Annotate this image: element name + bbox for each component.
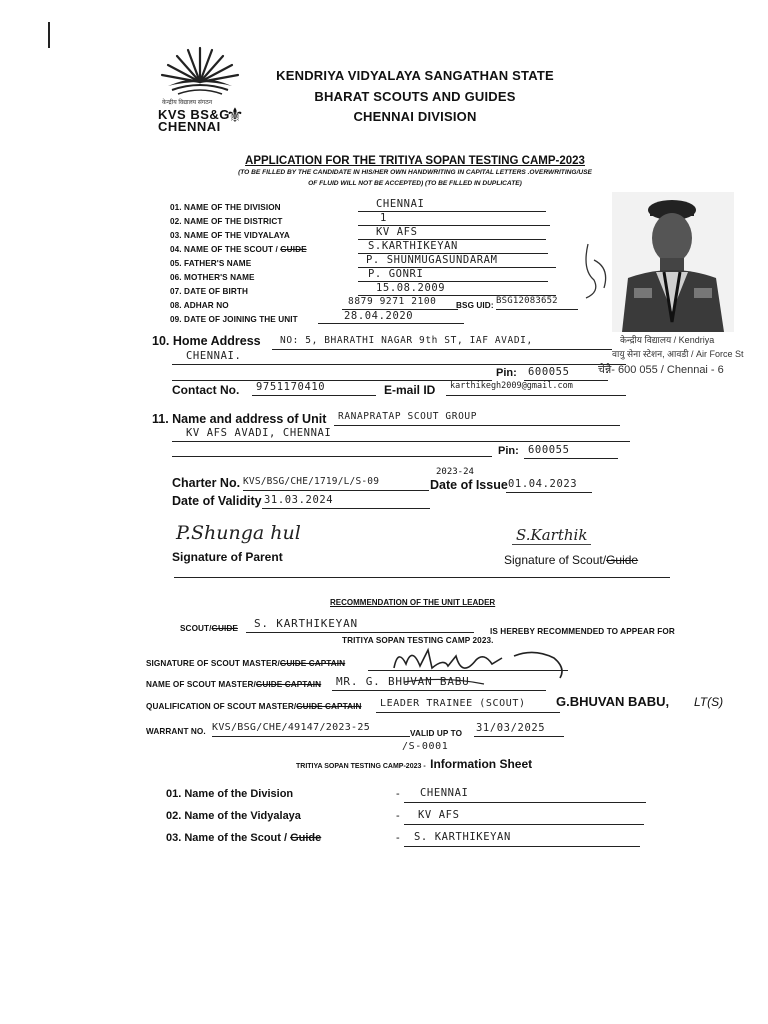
dob-value: 15.08.2009 bbox=[358, 282, 556, 296]
scout-signature: S.Karthik bbox=[512, 526, 591, 545]
unit-pin-value: 600055 bbox=[524, 444, 618, 459]
bsg-uid-value: BSG12083652 bbox=[496, 296, 578, 310]
info-sheet-title-big: Information Sheet bbox=[430, 757, 533, 771]
vidyalaya-label: 03. NAME OF THE VIDYALAYA bbox=[170, 231, 290, 240]
home-pin-label: Pin: bbox=[496, 367, 517, 379]
logo-text-1: KVS BS&G bbox=[158, 107, 230, 122]
division-label: 01. NAME OF THE DIVISION bbox=[170, 203, 281, 212]
rec-valid-label: VALID UP TO bbox=[410, 729, 463, 738]
recommendation-title: RECOMMENDATION OF THE UNIT LEADER bbox=[330, 598, 496, 607]
info-sheet-title-small: TRITIYA SOPAN TESTING CAMP-2023 - bbox=[296, 763, 426, 770]
joining-value: 28.04.2020 bbox=[318, 310, 464, 324]
school-stamp-line-1: केन्द्रीय विद्यालय / Kendriya bbox=[620, 335, 715, 345]
scout-signature-label-strike: Guide bbox=[606, 553, 639, 567]
info-sheet-title bbox=[296, 755, 532, 773]
unit-pin-label: Pin: bbox=[498, 445, 519, 457]
email-label: E-mail ID bbox=[384, 383, 436, 397]
adhar-value: 8879 9271 2100 bbox=[342, 296, 458, 310]
info-division-value: CHENNAI bbox=[404, 787, 646, 803]
margin-mark bbox=[48, 22, 50, 48]
rec-qual-label-strike: GUIDE CAPTAIN bbox=[296, 702, 362, 711]
unit-line-1: RANAPRATAP SCOUT GROUP bbox=[334, 411, 620, 426]
father-value: P. SHUNMUGASUNDARAM bbox=[358, 254, 556, 268]
info-division-label: 01. Name of the Division bbox=[166, 788, 294, 800]
info-scout-value: S. KARTHIKEYAN bbox=[404, 831, 640, 847]
issue-value: 01.04.2023 bbox=[506, 478, 592, 493]
rec-warrant-extra: /S-0001 bbox=[402, 741, 449, 752]
validity-value: 31.03.2024 bbox=[262, 494, 430, 509]
logo-hindi: केन्द्रीय विद्यालय संगठन bbox=[162, 100, 213, 106]
scout-label-text: 04. NAME OF THE SCOUT / bbox=[170, 245, 281, 254]
vidyalaya-value: KV AFS bbox=[358, 226, 546, 240]
rec-qual-label-text: QUALIFICATION OF SCOUT MASTER/ bbox=[146, 702, 297, 711]
district-value: 1 bbox=[358, 212, 550, 226]
rec-sig-label-text: SIGNATURE OF SCOUT MASTER/ bbox=[146, 659, 280, 668]
school-stamp-line-2: वायु सेना स्टेशन, आवडी / Air Force St bbox=[612, 349, 744, 359]
rec-sig-label-strike: GUIDE CAPTAIN bbox=[279, 659, 346, 668]
home-line-1: NO: 5, BHARATHI NAGAR 9th ST, IAF AVADI, bbox=[272, 335, 612, 350]
info-vidyalaya-dash: - bbox=[396, 810, 400, 822]
rec-scout-value: S. KARTHIKEYAN bbox=[246, 617, 474, 633]
info-scout-label-strike: Guide bbox=[290, 832, 322, 844]
dob-label: 07. DATE OF BIRTH bbox=[170, 287, 248, 296]
info-scout-dash: - bbox=[396, 832, 400, 844]
header-line-1: KENDRIYA VIDYALAYA SANGATHAN STATE bbox=[276, 68, 554, 83]
stamp-title: LT(S) bbox=[694, 695, 724, 709]
charter-year-note: 2023-24 bbox=[436, 467, 474, 477]
charter-label: Charter No. bbox=[172, 476, 241, 490]
rec-name-value: MR. G. BHUVAN BABU bbox=[332, 675, 546, 691]
mother-label: 06. MOTHER'S NAME bbox=[170, 273, 255, 282]
school-stamp-line-3: चेन्नै- 600 055 / Chennai - 6 bbox=[598, 364, 724, 376]
rec-scout-label bbox=[180, 624, 238, 633]
home-label: 10. Home Address bbox=[152, 334, 261, 348]
home-line-2: CHENNAI. bbox=[172, 350, 626, 365]
header-line-2: BHARAT SCOUTS AND GUIDES bbox=[314, 89, 516, 104]
rec-valid-value: 31/03/2025 bbox=[474, 722, 564, 737]
form-title: APPLICATION FOR THE TRITIYA SOPAN TESTING CAMP-2023 bbox=[245, 155, 585, 167]
logo-text-2: CHENNAI bbox=[158, 119, 221, 134]
photo-signature-scribble bbox=[580, 240, 620, 300]
rec-name-label-text: NAME OF SCOUT MASTER/ bbox=[146, 680, 256, 689]
header-line-3: CHENNAI DIVISION bbox=[353, 109, 477, 124]
mother-value: P. GONRI bbox=[358, 268, 548, 282]
rec-qual-label bbox=[146, 702, 362, 711]
unit-blank-line bbox=[172, 456, 492, 457]
home-pin-value: 600055 bbox=[524, 366, 608, 381]
validity-label: Date of Validity bbox=[172, 494, 262, 508]
scout-value: S.KARTHIKEYAN bbox=[358, 240, 548, 254]
info-vidyalaya-value: KV AFS bbox=[404, 809, 644, 825]
rec-camp-text: TRITIYA SOPAN TESTING CAMP 2023. bbox=[342, 636, 494, 645]
rec-recommend-text: IS HEREBY RECOMMENDED TO APPEAR FOR bbox=[490, 627, 675, 636]
rec-sig-label bbox=[146, 659, 345, 668]
rec-qual-value: LEADER TRAINEE (SCOUT) bbox=[376, 698, 560, 713]
issue-label: Date of Issue bbox=[430, 478, 508, 492]
scout-label-strike: GUIDE bbox=[280, 245, 307, 254]
email-value: karthikegh2009@gmail.com bbox=[446, 381, 626, 396]
division-value: CHENNAI bbox=[358, 198, 546, 212]
info-scout-label bbox=[166, 832, 321, 844]
info-division-dash: - bbox=[396, 788, 400, 800]
scout-label bbox=[170, 245, 307, 254]
instructions-2: OF FLUID WILL NOT BE ACCEPTED) (TO BE FILLED IN DUPLICATE) bbox=[308, 180, 522, 187]
divider-line bbox=[174, 577, 670, 578]
rec-name-label-strike: GUIDE CAPTAIN bbox=[255, 680, 322, 689]
contact-value: 9751170410 bbox=[252, 381, 376, 396]
info-scout-label-text: 03. Name of the Scout / bbox=[166, 832, 291, 844]
rec-scout-label-text: SCOUT/ bbox=[180, 624, 212, 633]
scout-signature-label-text: Signature of Scout/ bbox=[504, 553, 607, 567]
info-vidyalaya-label: 02. Name of the Vidyalaya bbox=[166, 810, 301, 822]
rec-warrant-label: WARRANT NO. bbox=[146, 727, 206, 736]
stamp-name: G.BHUVAN BABU, bbox=[556, 694, 670, 709]
rec-name-label bbox=[146, 680, 321, 689]
adhar-label: 08. ADHAR NO bbox=[170, 301, 229, 310]
charter-value: KVS/BSG/CHE/1719/L/S-09 bbox=[243, 476, 429, 491]
parent-signature-label: Signature of Parent bbox=[172, 550, 283, 564]
instructions-1: (TO BE FILLED BY THE CANDIDATE IN HIS/HER OWN HANDWRITING IN CAPITAL LETTERS .OVERWRITING/USE bbox=[238, 169, 592, 176]
candidate-photo bbox=[612, 192, 734, 332]
father-label: 05. FATHER'S NAME bbox=[170, 259, 252, 268]
rec-scout-label-strike: GUIDE bbox=[211, 624, 238, 633]
rec-warrant-value: KVS/BSG/CHE/49147/2023-25 bbox=[212, 722, 410, 737]
unit-line-2: KV AFS AVADI, CHENNAI bbox=[172, 427, 630, 442]
bsg-uid-label: BSG UID: bbox=[456, 301, 494, 310]
parent-signature: P.Shunga hul bbox=[176, 522, 301, 544]
fleur-de-lis-icon: ⚜ bbox=[226, 105, 244, 127]
contact-label: Contact No. bbox=[172, 383, 240, 397]
joining-label: 09. DATE OF JOINING THE UNIT bbox=[170, 315, 298, 324]
scout-signature-label bbox=[504, 553, 638, 567]
district-label: 02. NAME OF THE DISTRICT bbox=[170, 217, 283, 226]
unit-label: 11. Name and address of Unit bbox=[152, 412, 327, 426]
